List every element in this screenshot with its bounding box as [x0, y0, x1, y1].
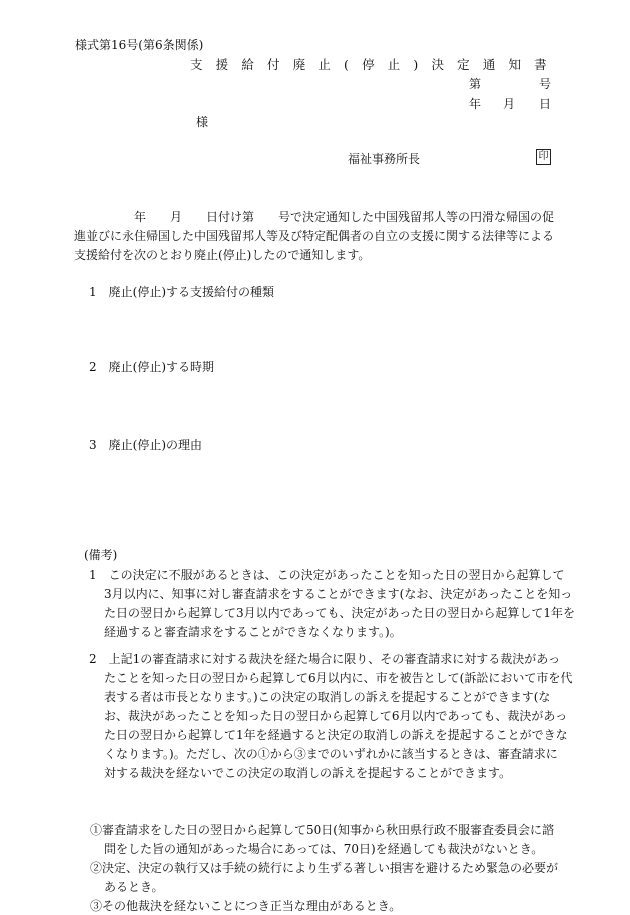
sub-item-2-line: ②決定、決定の執行又は手続の続行により生ずる著しい損害を避けるため緊急の必要が — [90, 861, 559, 875]
remark-2-line: 2 上記1の審査請求に対する裁決を経た場合に限り、その審査請求に対する裁決があっ — [89, 652, 561, 666]
sub-item-2-line: あるとき。 — [104, 880, 164, 894]
sub-item-1-line: ①審査請求をした日の翌日から起算して50日(知事から秋田県行政不服審査委員会に諮 — [90, 823, 554, 837]
sub-item-3-line: ③その他裁決を経ないことにつき正当な理由があるとき。 — [90, 899, 402, 913]
remark-1-line: 3月以内に、知事に対し審査請求をすることができます(なお、決定があったことを知っ — [104, 587, 573, 601]
remark-1-line: 1 この決定に不服があるときは、この決定があったことを知った日の翌日から起算して — [89, 568, 565, 582]
form-number: 様式第16号(第6条関係) — [75, 38, 204, 52]
remark-2-line: お、裁決があったことを知った日の翌日から起算して6月以内であっても、裁決があっ — [104, 709, 568, 723]
body-text-line: 進並びに永住帰国した中国残留邦人等及び特定配偶者の自立の支援に関する法律等による — [74, 229, 555, 243]
date-year-label: 年 — [469, 97, 482, 111]
remarks-heading: (備考) — [84, 548, 118, 562]
remark-2-line: たことを知った日の翌日から起算して6月以内に、市を被告として(訴訟において市を代 — [104, 671, 573, 685]
remark-2-line: くなります。)。ただし、次の①から③までのいずれかに該当するときは、審査請求に — [104, 747, 558, 761]
sub-item-1-line: 問をした旨の通知があった場合にあっては、70日)を経過しても裁決がないとき。 — [104, 842, 544, 856]
seal-mark: 印 — [536, 149, 551, 165]
remark-2-line: 表する者は市長となります。)この決定の取消しの訴えを提起することができます(な — [104, 690, 551, 704]
remark-1-line: た日の翌日から起算して3月以内であっても、決定があった日の翌日から起算して1年を — [104, 606, 576, 620]
issuer-title: 福祉事務所長 — [348, 152, 421, 166]
body-text-line: 支援給付を次のとおり廃止(停止)したので通知します。 — [74, 248, 371, 262]
addressee-honorific: 様 — [196, 115, 209, 129]
document-title: 支 援 給 付 廃 止 ( 停 止 ) 決 定 通 知 書 — [190, 57, 552, 72]
remark-1-line: 経過すると審査請求をすることができなくなります。)。 — [104, 625, 402, 639]
date-day-label: 日 — [539, 97, 552, 111]
section-3-heading: 3 廃止(停止)の理由 — [89, 438, 202, 452]
section-1-heading: 1 廃止(停止)する支援給付の種類 — [89, 285, 274, 299]
notice-number-prefix: 第 — [469, 77, 482, 91]
notice-number-suffix: 号 — [539, 77, 552, 91]
remark-2-line: 対する裁決を経ないでこの決定の取消しの訴えを提起することができます。 — [104, 766, 512, 780]
section-2-heading: 2 廃止(停止)する時期 — [89, 360, 214, 374]
remark-2-line: た日の翌日から起算して1年を経過すると決定の取消しの訴えを提起することができな — [104, 728, 568, 742]
date-month-label: 月 — [503, 97, 516, 111]
body-text-line: 年 月 日付け第 号で決定通知した中国残留邦人等の円滑な帰国の促 — [74, 210, 555, 224]
